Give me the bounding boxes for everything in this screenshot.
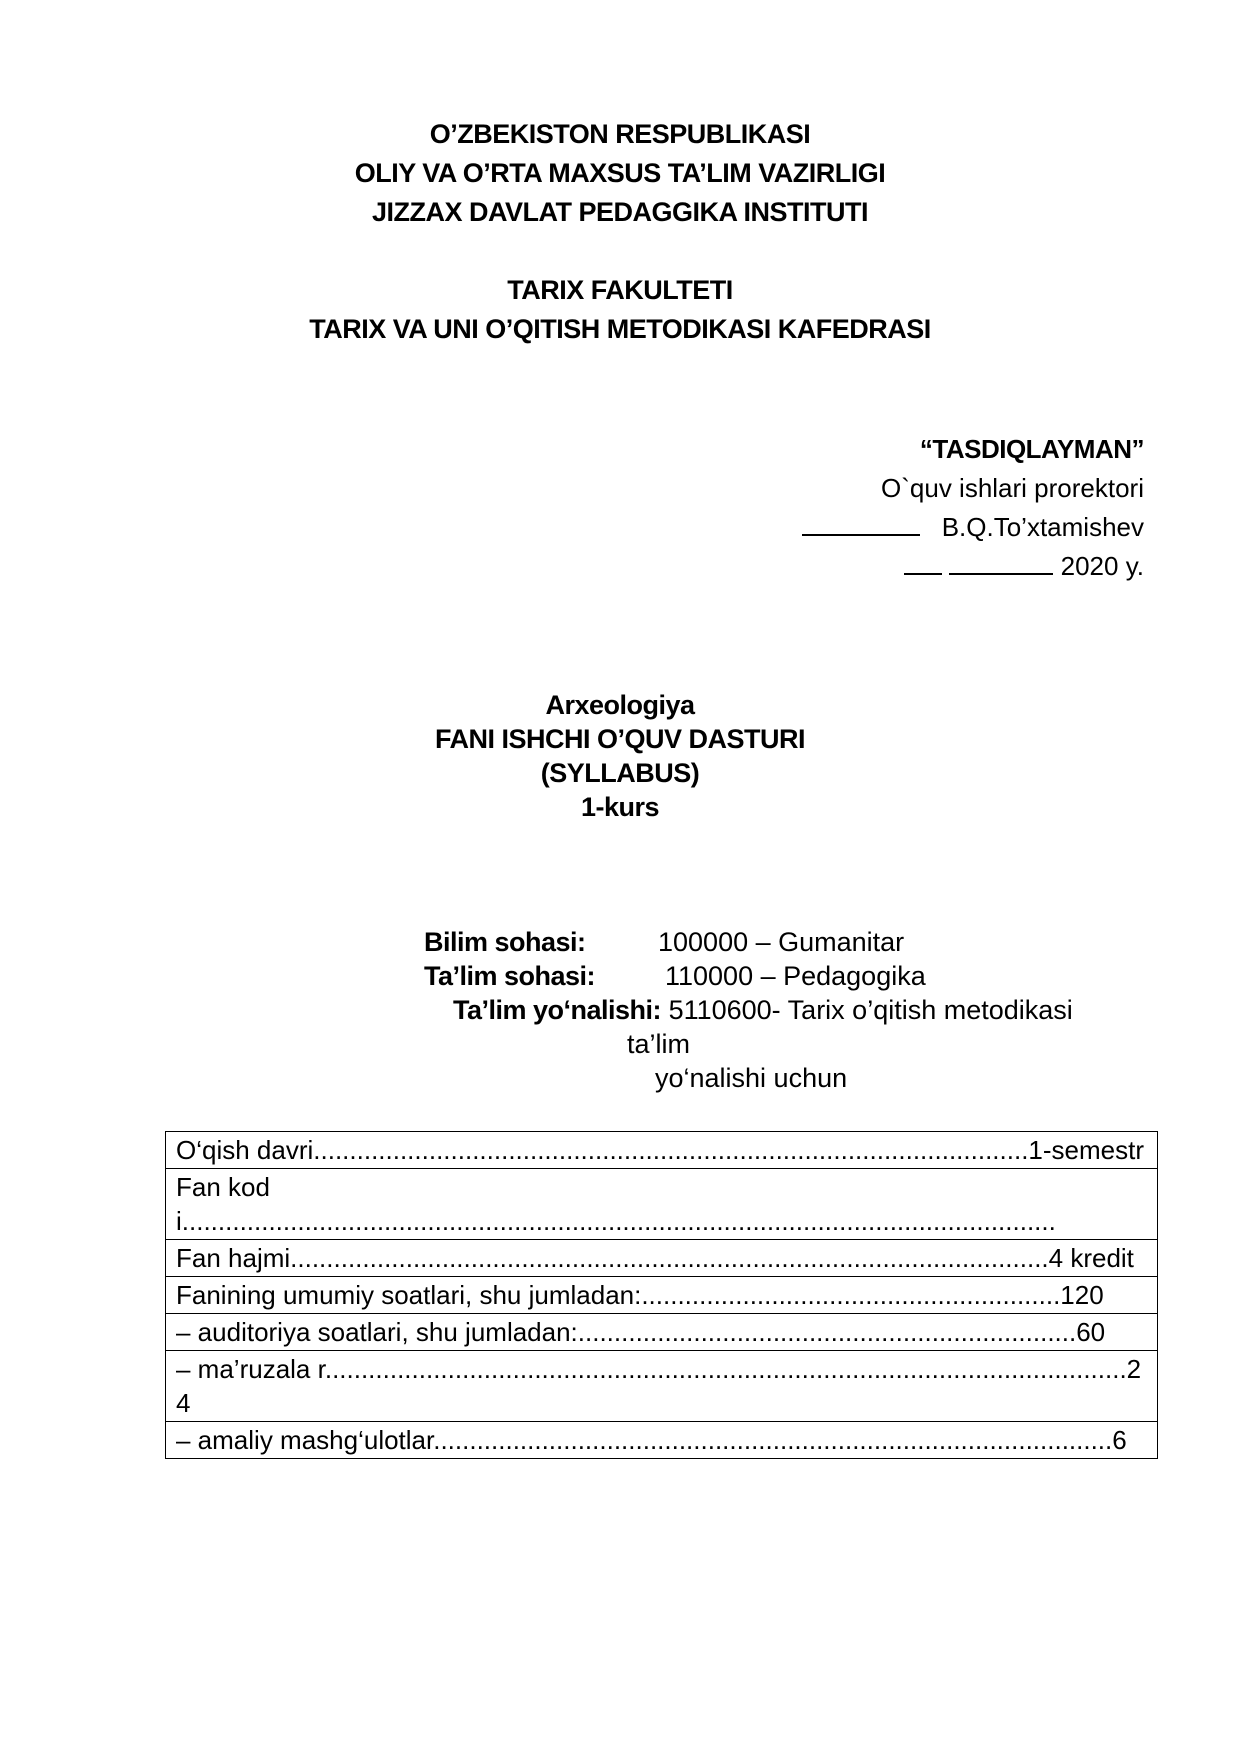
document-header xyxy=(0,115,1240,349)
direction-value: 5110600- Tarix o’qitish metodikasi xyxy=(668,995,1073,1025)
approval-year: 2020 y. xyxy=(1060,551,1144,581)
approver-name: B.Q.To’xtamishev xyxy=(941,512,1144,542)
faculty-name: TARIX FAKULTETI xyxy=(507,275,733,305)
knowledge-area-row xyxy=(424,925,586,959)
direction-value-line3: yo‘nalishi uchun xyxy=(655,1063,848,1093)
approval-title: “TASDIQLAYMAN” xyxy=(919,434,1144,464)
direction-value-line3-row xyxy=(655,1061,847,1095)
table-row xyxy=(166,1422,1158,1459)
approver-position: O`quv ishlari prorektori xyxy=(881,473,1144,503)
date-line xyxy=(802,547,1144,586)
knowledge-area-label: Bilim sohasi: xyxy=(424,927,586,957)
course-volume-cell: Fan hajmi.........................................................................................................4 kredit xyxy=(166,1240,1158,1277)
approval-block xyxy=(802,430,1144,586)
table-row xyxy=(166,1169,1158,1240)
practical-hours-cell: – amaliy mashg‘ulotlar..............................................................................................6 xyxy=(166,1422,1158,1459)
table-row xyxy=(166,1351,1158,1422)
direction-value-line2-row xyxy=(627,1027,690,1061)
education-area-row xyxy=(424,959,595,993)
institute-name: JIZZAX DAVLAT PEDAGGIKA INSTITUTI xyxy=(372,197,868,227)
date-month-blank xyxy=(949,547,1053,575)
table-row xyxy=(166,1314,1158,1351)
direction-value-line2: ta’lim xyxy=(627,1029,691,1059)
course-hours-table xyxy=(165,1131,1158,1459)
education-area-label: Ta’lim sohasi: xyxy=(424,961,596,991)
knowledge-area-value: 100000 – Gumanitar xyxy=(658,927,905,957)
republic-name: O’ZBEKISTON RESPUBLIKASI xyxy=(429,119,811,149)
study-period-cell: O‘qish davri...................................................................................................1-semestr xyxy=(166,1132,1158,1169)
subject-name: Arxeologiya xyxy=(545,690,695,720)
course-title-block xyxy=(0,688,1240,824)
table-row xyxy=(166,1277,1158,1314)
education-area-value: 110000 – Pedagogika xyxy=(665,961,926,991)
auditorium-hours-cell: – auditoriya soatlari, shu jumladan:.....................................................................60 xyxy=(166,1314,1158,1351)
ministry-name: OLIY VA O’RTA MAXSUS TA’LIM VAZIRLIGI xyxy=(354,158,886,188)
date-day-blank xyxy=(904,547,942,575)
knowledge-area-value-row xyxy=(658,925,904,959)
direction-row xyxy=(453,993,1073,1027)
signature-blank xyxy=(802,508,920,536)
year-of-study: 1-kurs xyxy=(580,792,660,822)
table-row xyxy=(166,1132,1158,1169)
department-name: TARIX VA UNI O’QITISH METODIKASI KAFEDRASI xyxy=(309,314,931,344)
table-row xyxy=(166,1240,1158,1277)
total-hours-cell: Fanining umumiy soatlari, shu jumladan:..........................................................120 xyxy=(166,1277,1158,1314)
syllabus-label: (SYLLABUS) xyxy=(540,758,700,788)
course-code-cell: Fan kodi......................................................................................................................... xyxy=(166,1169,1158,1240)
signature-line xyxy=(802,508,1144,547)
lecture-hours-cell: – ma’ruzala r...............................................................................................................24 xyxy=(166,1351,1158,1422)
education-area-value-row xyxy=(665,959,926,993)
program-title: FANI ISHCHI O’QUV DASTURI xyxy=(434,724,806,754)
direction-label: Ta’lim yo‘nalishi: xyxy=(453,995,662,1025)
